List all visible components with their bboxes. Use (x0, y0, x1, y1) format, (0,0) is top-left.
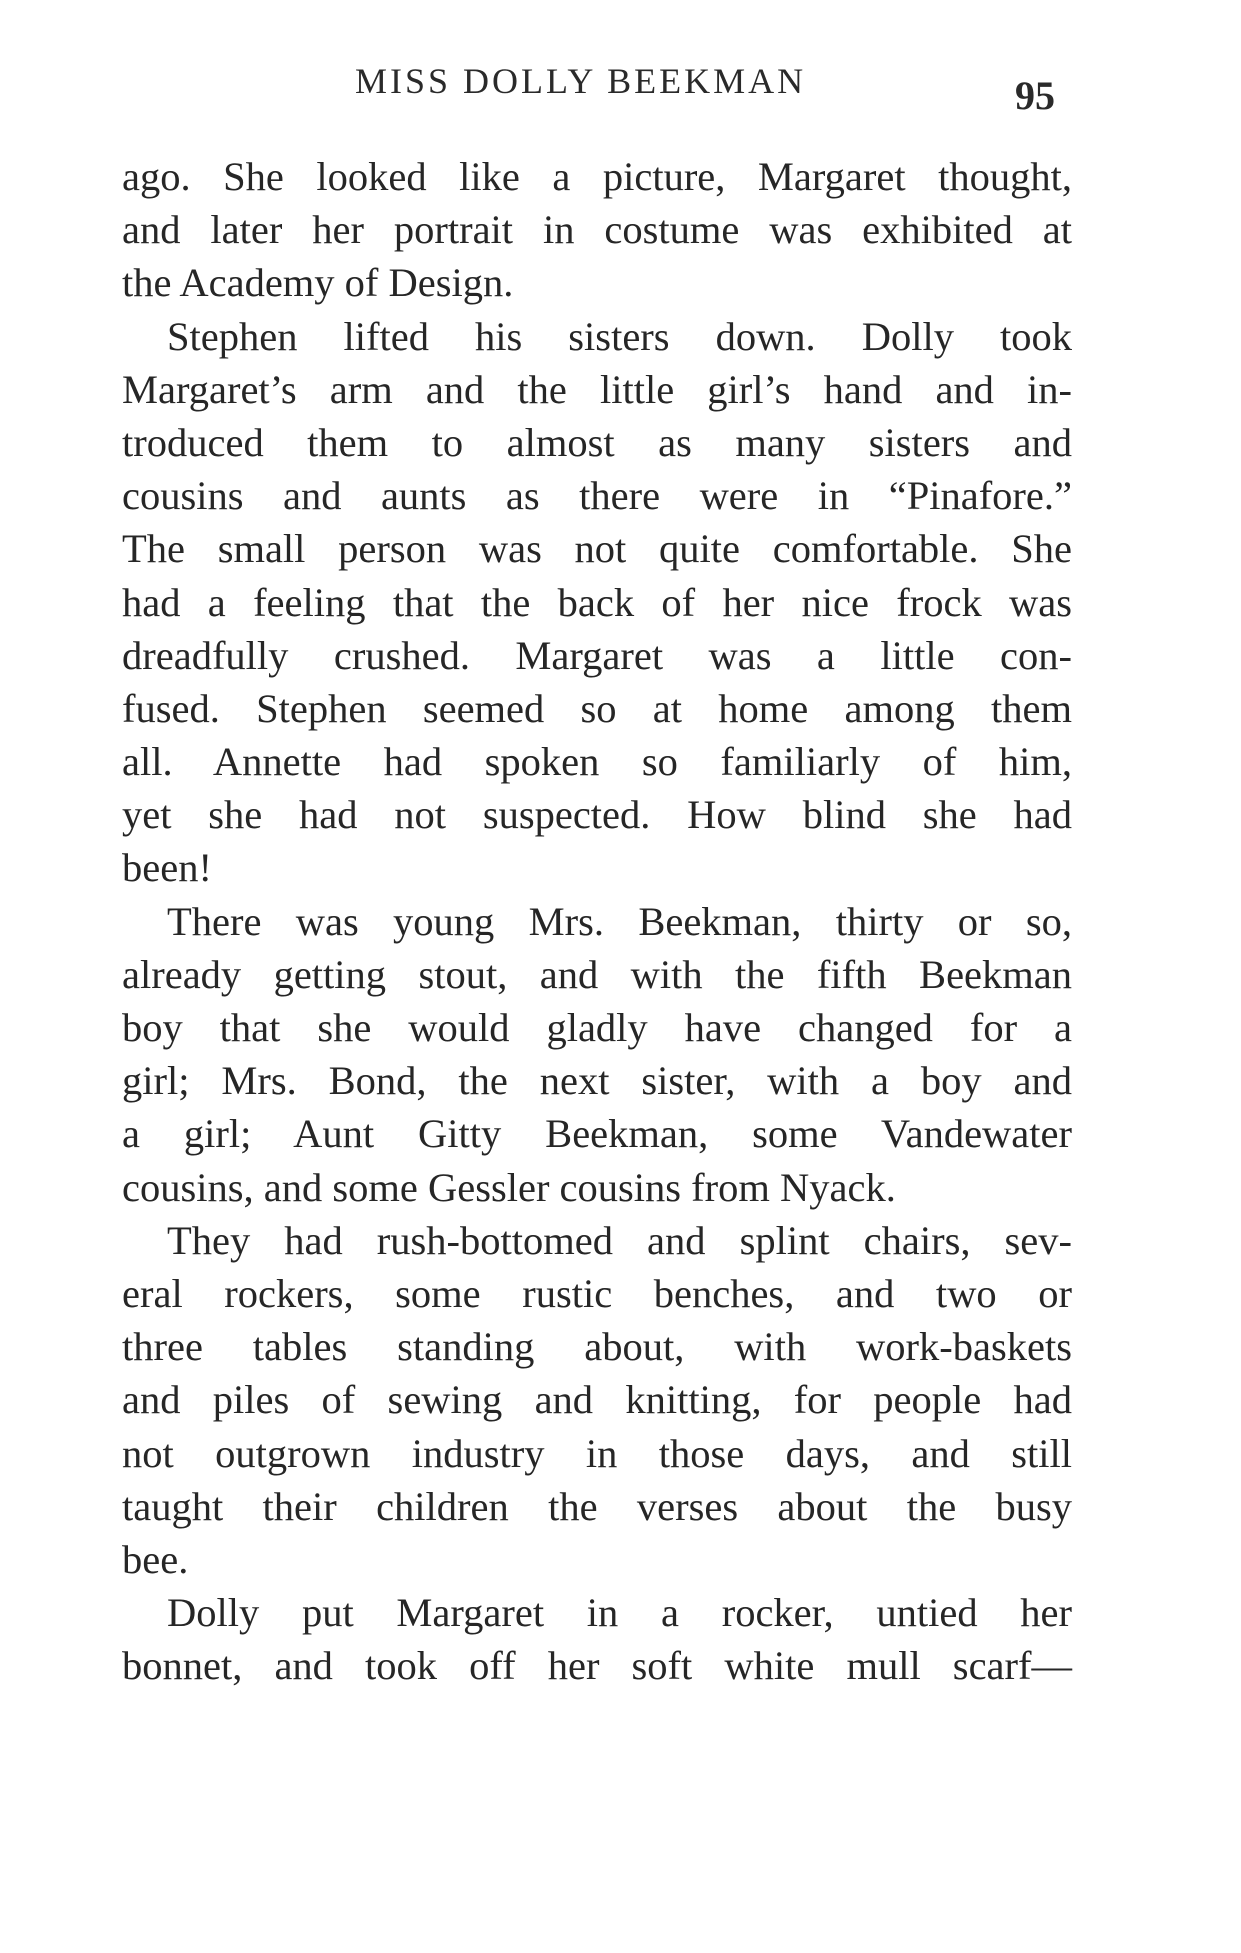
paragraph-start-line: Stephen lifted his sisters down. Dolly took (167, 313, 1072, 359)
text-line: cousins and aunts as there were in “Pinafore.” (122, 473, 1072, 519)
page-number: 95 (1015, 73, 1055, 118)
text-line: fused. Stephen seemed so at home among them (122, 685, 1072, 731)
body-text (122, 150, 1072, 1692)
text-line: ago. She looked like a picture, Margaret thought, (122, 154, 1072, 199)
paragraph-start-line: There was young Mrs. Beekman, thirty or so, (167, 898, 1072, 944)
text-line: taught their children the verses about the busy (122, 1483, 1072, 1529)
text-line: had a feeling that the back of her nice frock was (122, 579, 1072, 625)
text-line: the Academy of Design. (122, 260, 514, 306)
text-line: eral rockers, some rustic benches, and two or (122, 1270, 1072, 1316)
text-line: not outgrown industry in those days, and still (122, 1430, 1072, 1476)
running-title: MISS DOLLY BEEKMAN (355, 61, 807, 101)
text-line: and piles of sewing and knitting, for people had (122, 1377, 1072, 1423)
paragraph-start-line: They had rush-bottomed and splint chairs, sev- (167, 1217, 1072, 1263)
text-line: and later her portrait in costume was exhibited at (122, 207, 1072, 253)
text-line: cousins, and some Gessler cousins from Nyack. (122, 1164, 896, 1210)
text-line: all. Annette had spoken so familiarly of him, (122, 739, 1072, 785)
text-line: already getting stout, and with the fifth Beekman (122, 951, 1072, 997)
text-line: a girl; Aunt Gitty Beekman, some Vandewater (122, 1111, 1072, 1157)
text-line: Margaret’s arm and the little girl’s hand and in- (122, 366, 1072, 412)
text-line: been! (122, 845, 212, 891)
text-line: girl; Mrs. Bond, the next sister, with a boy and (122, 1058, 1072, 1104)
paragraph-start-line: Dolly put Margaret in a rocker, untied her (167, 1590, 1072, 1636)
text-line: yet she had not suspected. How blind she had (122, 792, 1072, 838)
text-line: bonnet, and took off her soft white mull scarf— (122, 1643, 1072, 1689)
text-line: The small person was not quite comfortable. She (122, 526, 1072, 572)
text-line: troduced them to almost as many sisters and (122, 419, 1072, 465)
text-line: three tables standing about, with work-baskets (122, 1324, 1072, 1370)
text-line: boy that she would gladly have changed for a (122, 1005, 1072, 1050)
text-line: dreadfully crushed. Margaret was a little con- (122, 632, 1072, 678)
text-line: bee. (122, 1536, 189, 1582)
